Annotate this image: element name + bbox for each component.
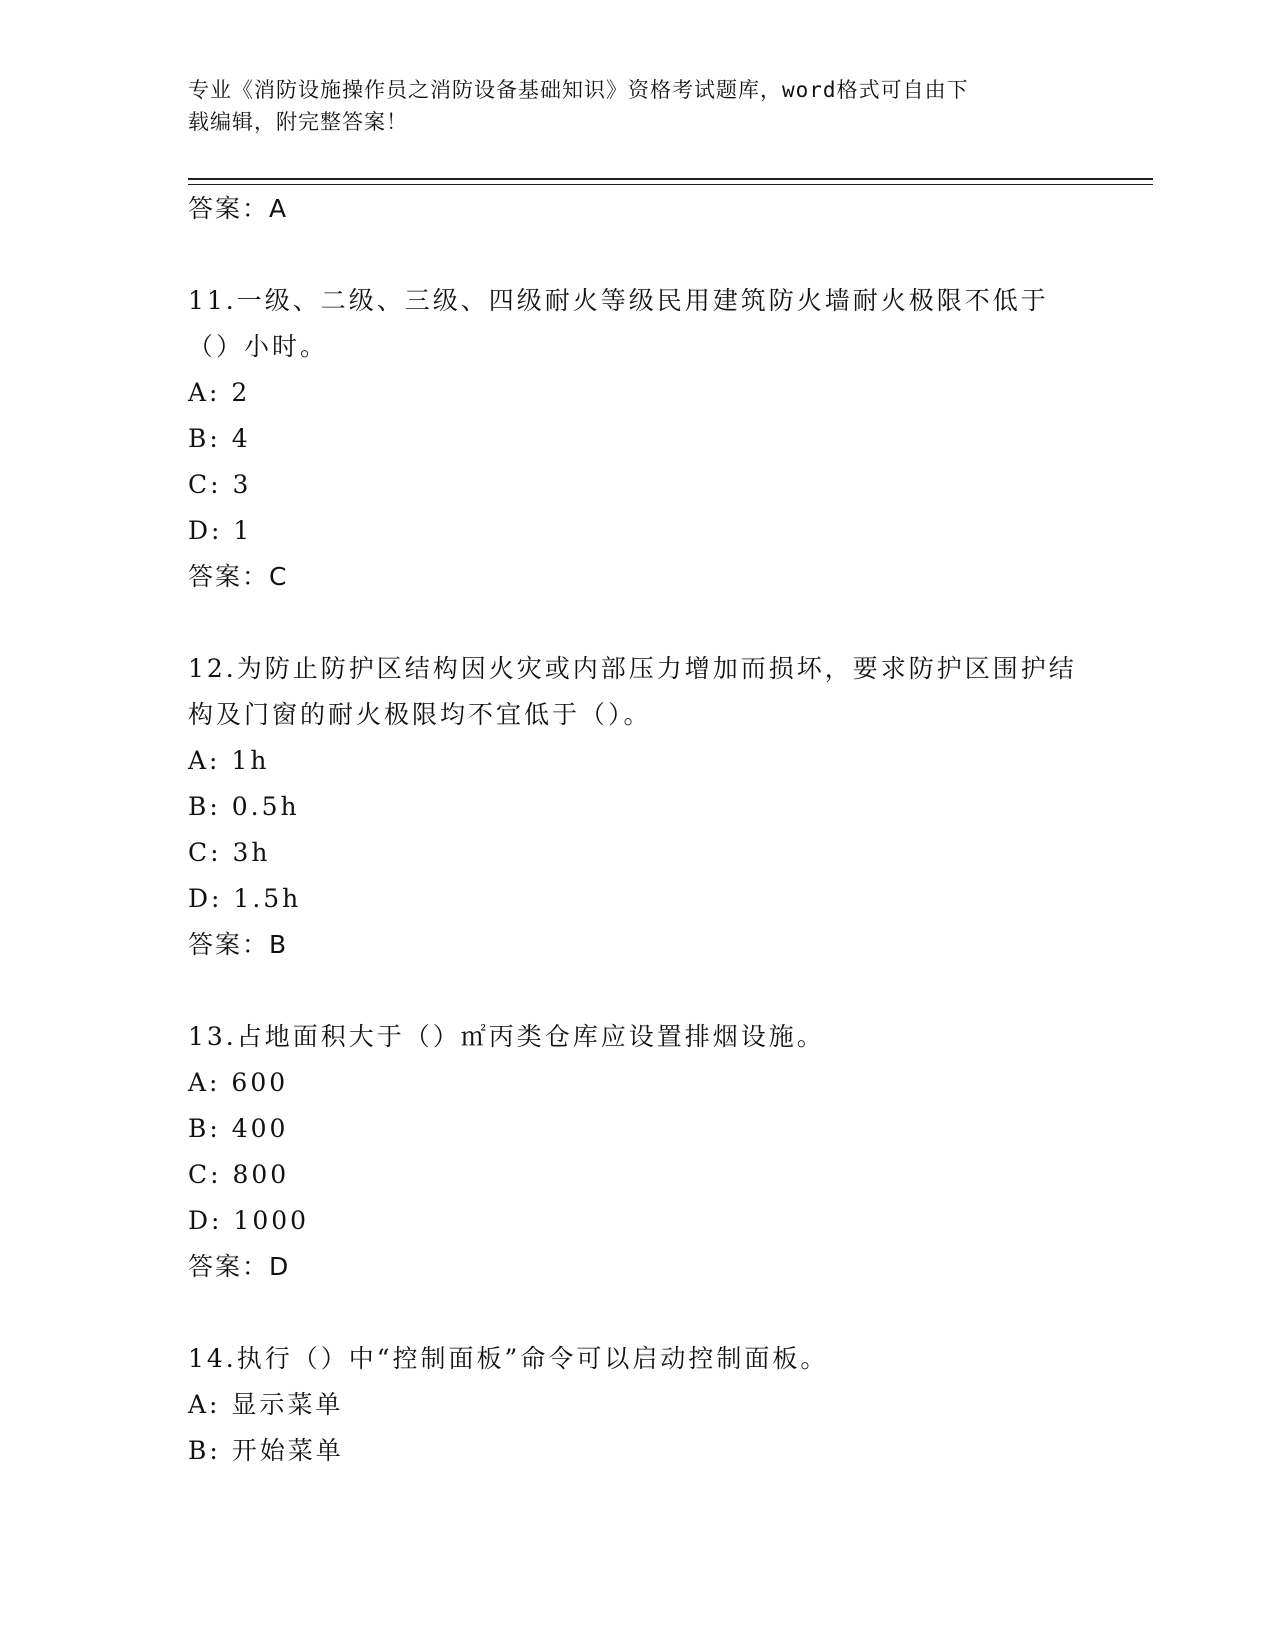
question-block-12 bbox=[188, 646, 1088, 968]
option-b: B: 开始菜单 bbox=[188, 1436, 344, 1465]
question-content bbox=[188, 186, 1088, 1474]
question-block-13 bbox=[188, 1014, 1088, 1290]
option-a: A: 显示菜单 bbox=[188, 1390, 344, 1419]
spacer bbox=[188, 968, 1088, 1014]
question-text: 14.执行（）中“控制面板”命令可以启动控制面板。 bbox=[188, 1344, 829, 1373]
spacer bbox=[188, 600, 1088, 646]
question-block-11 bbox=[188, 278, 1088, 600]
question-text: 11.一级、二级、三级、四级耐火等级民用建筑防火墙耐火极限不低于（）小时。 bbox=[188, 286, 1049, 361]
header-line-1: 专业《消防设施操作员之消防设备基础知识》资格考试题库，word格式可自由下 bbox=[188, 78, 969, 102]
option-d: D: 1 bbox=[188, 516, 253, 545]
answer: 答案：D bbox=[188, 1252, 291, 1281]
question-block-14 bbox=[188, 1336, 1088, 1474]
option-c: C: 3h bbox=[188, 838, 271, 867]
header-rule-thin bbox=[188, 184, 1153, 185]
previous-answer: 答案：A bbox=[188, 194, 289, 223]
option-a: A: 2 bbox=[188, 378, 251, 407]
spacer bbox=[188, 232, 1088, 278]
document-header bbox=[188, 74, 1068, 138]
option-b: B: 0.5h bbox=[188, 792, 300, 821]
question-text: 12.为防止防护区结构因火灾或内部压力增加而损坏，要求防护区围护结构及门窗的耐火极限均不宜低于（）。 bbox=[188, 654, 1077, 729]
option-d: D: 1.5h bbox=[188, 884, 302, 913]
option-b: B: 4 bbox=[188, 424, 251, 453]
header-rule-thick bbox=[188, 178, 1153, 180]
option-d: D: 1000 bbox=[188, 1206, 310, 1235]
option-a: A: 600 bbox=[188, 1068, 289, 1097]
question-text: 13.占地面积大于（）㎡丙类仓库应设置排烟设施。 bbox=[188, 1022, 825, 1051]
option-b: B: 400 bbox=[188, 1114, 289, 1143]
spacer bbox=[188, 1290, 1088, 1336]
header-line-2: 载编辑，附完整答案！ bbox=[188, 110, 408, 134]
option-c: C: 800 bbox=[188, 1160, 290, 1189]
option-a: A: 1h bbox=[188, 746, 270, 775]
answer: 答案：C bbox=[188, 562, 289, 591]
answer: 答案：B bbox=[188, 930, 289, 959]
option-c: C: 3 bbox=[188, 470, 252, 499]
